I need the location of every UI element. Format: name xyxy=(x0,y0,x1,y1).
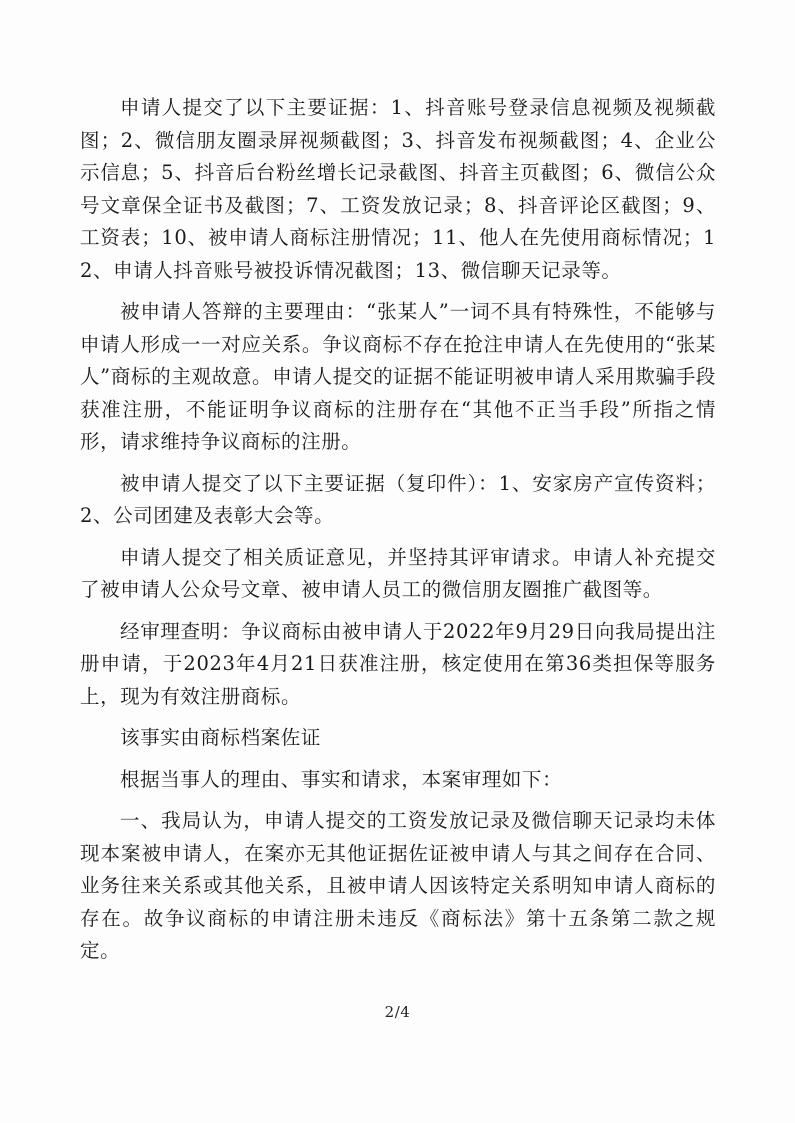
paragraph-ruling-one: 一、我局认为，申请人提交的工资发放记录及微信聊天记录均未体现本案被申请人，在案亦无其他证据佐证被申请人与其之间存在合同、业务往来关系或其他关系，且被申请人因该特定关系明知申请人商标的存在。故争议商标的申请注册未违反《商标法》第十五条第二款之规定。 xyxy=(80,809,716,962)
paragraph-applicant-evidence: 申请人提交了以下主要证据：1、抖音账号登录信息视频及视频截图；2、微信朋友圈录屏视频截图；3、抖音发布视频截图；4、企业公示信息；5、抖音后台粉丝增长记录截图、抖音主页截图；6、微信公众号文章保全证书及截图；7、工资发放记录；8、抖音评论区截图；9、工资表；10、被申请人商标注册情况；11、他人在先使用商标情况；12、申请人抖音账号被投诉情况截图；13、微信聊天记录等。 xyxy=(80,96,716,282)
paragraph-respondent-evidence: 被申请人提交了以下主要证据（复印件）：1、安家房产宣传资料；2、公司团建及表彰大会等。 xyxy=(80,471,716,527)
paragraph-fact-proof: 该事实由商标档案佐证 xyxy=(120,726,322,749)
page-number: 2/4 xyxy=(384,1003,411,1021)
paragraph-findings: 经审理查明：争议商标由被申请人于2022年9月29日向我局提出注册申请，于2023年4月21日获准注册，核定使用在第36类担保等服务上，现为有效注册商标。 xyxy=(80,619,716,708)
paragraph-review-intro: 根据当事人的理由、事实和请求，本案审理如下： xyxy=(120,767,563,791)
document-body xyxy=(80,92,716,977)
paragraph-respondent-defense: 被申请人答辩的主要理由：“张某人”一词不具有特殊性，不能够与申请人形成一一对应关系。争议商标不存在抢注申请人在先使用的“张某人”商标的主观故意。申请人提交的证据不能证明被申请人采用欺骗手段获准注册，不能证明争议商标的注册存在“其他不正当手段”所指之情形，请求维持争议商标的注册。 xyxy=(80,300,716,453)
paragraph-cross-examination: 申请人提交了相关质证意见，并坚持其评审请求。申请人补充提交了被申请人公众号文章、被申请人员工的微信朋友圈推广截图等。 xyxy=(80,545,716,601)
